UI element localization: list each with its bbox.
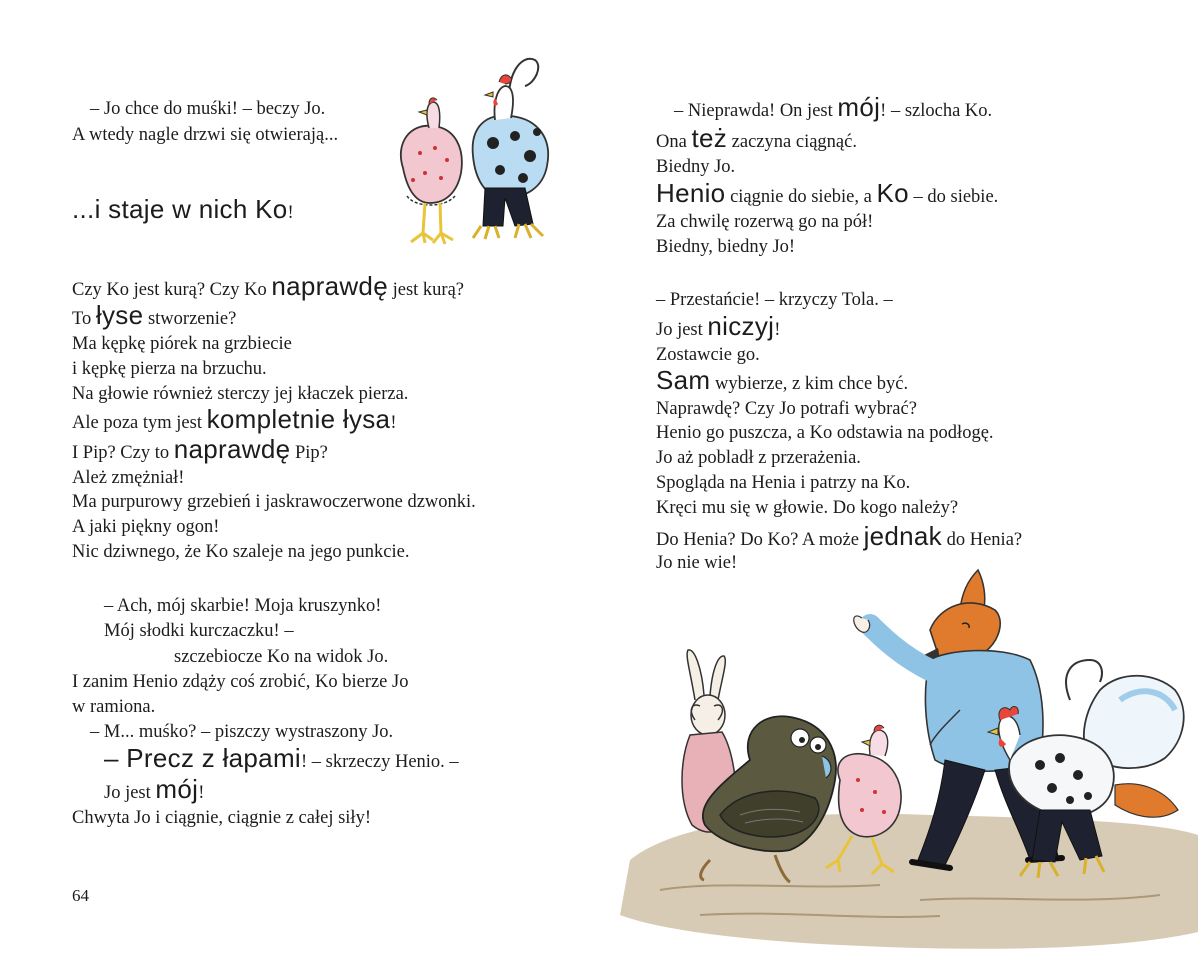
text-run: ! xyxy=(287,203,294,223)
text-line xyxy=(656,311,781,342)
text-run: Mój słodki kurczaczku! – xyxy=(104,621,294,641)
text-line xyxy=(656,521,1023,552)
text-run: Biedny Jo. xyxy=(656,157,736,177)
text-run: A wtedy nagle drzwi się otwierają... xyxy=(72,125,339,145)
text-run: ! xyxy=(198,783,205,803)
text-run: Za chwilę rozerwą go na pół! xyxy=(656,212,874,232)
text-run: – Nieprawda! On jest xyxy=(674,101,838,121)
text-line xyxy=(72,300,237,331)
animals-scuffle-illustration xyxy=(600,560,1200,955)
text-line xyxy=(72,434,328,465)
text-run: szczebiocze Ko na widok Jo. xyxy=(174,647,389,667)
text-run: wybierze, z kim chce być. xyxy=(710,374,909,394)
text-line xyxy=(656,421,994,445)
emphasized-word: ...i staje w nich Ko xyxy=(72,194,288,224)
emphasized-word: jednak xyxy=(863,521,942,551)
text-line xyxy=(656,155,735,179)
text-run: ! – szlocha Ko. xyxy=(880,101,993,121)
text-line xyxy=(72,695,155,719)
text-run: Pip? xyxy=(290,443,328,463)
text-run: Jo jest xyxy=(656,320,708,340)
text-run: – Ach, mój skarbie! Moja kruszynko! xyxy=(104,596,382,616)
emphasized-word: łyse xyxy=(95,300,144,330)
text-line xyxy=(72,540,410,564)
text-line xyxy=(174,645,388,669)
text-line xyxy=(104,774,205,805)
text-run: ! – skrzeczy Henio. – xyxy=(300,752,459,772)
text-line xyxy=(90,720,393,744)
text-run: Ależ zmężniał! xyxy=(72,468,185,488)
page-number: 64 xyxy=(72,886,89,905)
text-line xyxy=(656,123,857,154)
text-line xyxy=(104,619,294,643)
text-line xyxy=(656,365,909,396)
text-run: Chwyta Jo i ciągnie, ciągnie z całej siły! xyxy=(72,808,371,828)
text-run: To xyxy=(72,309,96,329)
text-run: I Pip? Czy to xyxy=(72,443,174,463)
text-line xyxy=(656,397,917,421)
emphasized-word: mój xyxy=(837,92,881,122)
right-page xyxy=(600,0,1200,960)
text-line xyxy=(104,743,459,774)
text-run: Ma kępkę piórek na grzbiecie xyxy=(72,334,292,354)
emphasized-word: też xyxy=(691,123,728,153)
text-line xyxy=(656,288,893,312)
text-run: zaczyna ciągnąć. xyxy=(727,132,857,152)
text-line xyxy=(656,496,958,520)
text-line xyxy=(72,466,184,490)
text-run: – M... muśko? – piszczy wystraszony Jo. xyxy=(90,722,394,742)
text-line xyxy=(72,123,338,147)
text-run: Zostawcie go. xyxy=(656,345,760,365)
text-line xyxy=(72,357,267,381)
emphasized-word: niczyj xyxy=(707,311,775,341)
text-line xyxy=(72,332,292,356)
text-line xyxy=(72,806,371,830)
text-line xyxy=(656,343,760,367)
text-line xyxy=(72,490,476,514)
text-line xyxy=(104,594,381,618)
emphasized-word: Henio xyxy=(656,178,726,208)
text-run: – Przestańcie! – krzyczy Tola. – xyxy=(656,290,893,310)
text-line xyxy=(656,178,999,209)
text-run: Naprawdę? Czy Jo potrafi wybrać? xyxy=(656,399,917,419)
text-line xyxy=(72,515,219,539)
emphasized-word: kompletnie łysa xyxy=(206,404,391,434)
text-run: – Jo chce do muśki! – beczy Jo. xyxy=(90,99,326,119)
text-run: i kępkę pierza na brzuchu. xyxy=(72,359,267,379)
text-line xyxy=(72,670,408,694)
text-line xyxy=(656,235,795,259)
text-run: A jaki piękny ogon! xyxy=(72,517,220,537)
text-run: Nic dziwnego, że Ko szaleje na jego punkcie. xyxy=(72,542,410,562)
text-run: ! xyxy=(390,413,397,433)
text-run: I zanim Henio zdąży coś zrobić, Ko bierze Jo xyxy=(72,672,409,692)
emphasized-word: mój xyxy=(155,774,199,804)
text-run: Na głowie również sterczy jej kłaczek pierza. xyxy=(72,384,409,404)
text-run: – do siebie. xyxy=(908,187,999,207)
text-line xyxy=(72,194,294,225)
text-line xyxy=(72,404,397,435)
emphasized-word: Ko xyxy=(876,178,909,208)
emphasized-word: naprawdę xyxy=(173,434,291,464)
text-line xyxy=(72,271,464,302)
text-run: Jo nie wie! xyxy=(656,553,738,573)
text-run: Do Henia? Do Ko? A może xyxy=(656,530,864,550)
text-run: jest kurą? xyxy=(387,280,464,300)
emphasized-word: – Precz z łapami xyxy=(104,743,301,773)
text-run: ! xyxy=(774,320,781,340)
text-run: stworzenie? xyxy=(143,309,237,329)
emphasized-word: naprawdę xyxy=(271,271,388,301)
text-run: w ramiona. xyxy=(72,697,156,717)
text-line xyxy=(90,97,325,121)
text-line xyxy=(656,471,910,495)
emphasized-word: Sam xyxy=(656,365,711,395)
text-run: Ona xyxy=(656,132,692,152)
text-run: ciągnie do siebie, a xyxy=(725,187,877,207)
two-chickens-illustration xyxy=(385,48,565,248)
text-run: Ma purpurowy grzebień i jaskrawoczerwone dzwonki. xyxy=(72,492,476,512)
text-run: do Henia? xyxy=(941,530,1023,550)
text-line xyxy=(674,92,993,123)
text-line xyxy=(656,446,861,470)
text-line xyxy=(72,382,408,406)
text-line xyxy=(656,210,873,234)
text-run: Biedny, biedny Jo! xyxy=(656,237,796,257)
text-run: Ale poza tym jest xyxy=(72,413,207,433)
text-run: Henio go puszcza, a Ko odstawia na podłogę. xyxy=(656,423,994,443)
text-run: Spogląda na Henia i patrzy na Ko. xyxy=(656,473,911,493)
text-run: Jo aż pobladł z przerażenia. xyxy=(656,448,861,468)
text-run: Kręci mu się w głowie. Do kogo należy? xyxy=(656,498,959,518)
text-run: Jo jest xyxy=(104,783,156,803)
text-run: Czy Ko jest kurą? Czy Ko xyxy=(72,280,272,300)
